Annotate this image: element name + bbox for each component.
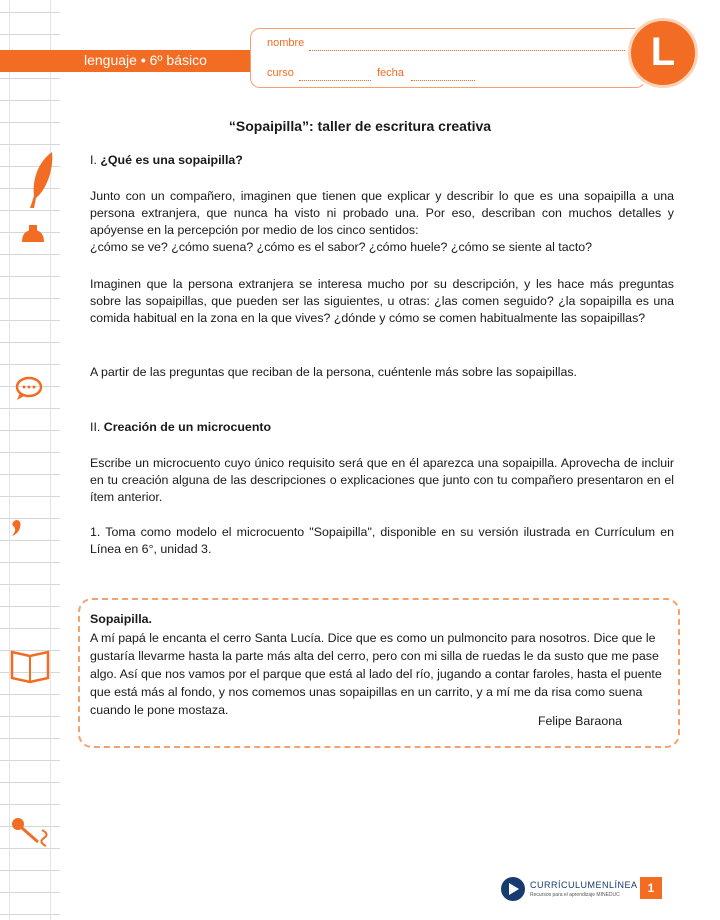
name-label: nombre [267, 37, 305, 49]
section2-heading-text: Creación de un microcuento [103, 420, 272, 434]
section1-paragraph1: Junto con un compañero, imaginen que tienen que explicar y describir lo que es una sopaipilla a una persona extranjera, que nunca ha visto ni probado una. Por eso, describan con muchos detalles y apóyense en la percepción por medio de los cinco sentidos: [90, 189, 674, 237]
subject-label: lenguaje [84, 52, 137, 68]
section1-paragraph3: A partir de las preguntas que reciban de la persona, cuéntenle más sobre las sopaipillas. [90, 365, 577, 379]
section1-number: I. [90, 153, 97, 167]
rail-line-right [50, 0, 51, 920]
story-text: A mí papá le encanta el cerro Santa Lucía. Dice que es como un pulmoncito para nosotros. Dice que le gustaría llevarme hasta la parte más alta del cerro, pero con mi silla de ruedas le da susto que me pase algo. Así que nos vamos por el parque que está al lado del río, jugando a contar faroles, hasta el puente que está más al fondo, y nos comemos unas sopaipillas en un carrito, y a mí me da risa como suena cuando le pone mostaza. [90, 631, 662, 717]
student-info-box [250, 28, 646, 88]
date-label: fecha [377, 67, 404, 79]
rail-line-left [9, 0, 10, 920]
section1-senses-questions: ¿cómo se ve? ¿cómo suena? ¿cómo es el sabor? ¿cómo huele? ¿cómo se siente al tacto? [90, 240, 593, 254]
section2-instruction: 1. Toma como modelo el microcuento "Sopaipilla", disponible en su versión ilustrada en Currículum en Línea en 6°, unidad 3. [90, 525, 674, 556]
section1-heading [90, 152, 674, 169]
comma-icon [8, 518, 24, 538]
ink-pot-icon [18, 222, 48, 244]
footer-brand: CURRÍCULUMENLÍNEA [530, 880, 638, 890]
section1-paragraph2: Imaginen que la persona extranjera se interesa mucho por su descripción, y les hace más preguntas sobre las sopaipillas, que pueden ser las siguientes, u otras: ¿las comen seguido? ¿la sopaipilla es una comida habitual en la zona en la que vives? ¿dónde y cómo se comen habitualmente las sopaipillas? [90, 277, 674, 325]
page-title: “Sopaipilla”: taller de escritura creativa [228, 118, 492, 134]
page-number: 1 [640, 877, 662, 899]
grade-label: 6º básico [149, 52, 207, 68]
subject-band [0, 50, 250, 72]
section2-heading [90, 419, 674, 436]
subject-separator: • [140, 52, 146, 68]
section2-number: II. [90, 420, 101, 434]
footer-subtitle: Recursos para el aprendizaje MINEDUC [530, 892, 620, 898]
microstory-box [78, 598, 680, 748]
microphone-icon [8, 816, 54, 850]
quill-icon [24, 150, 58, 210]
curriculum-logo-icon [500, 876, 526, 902]
story-author: Felipe Baraona [537, 714, 622, 728]
speech-bubble-icon [14, 376, 44, 402]
date-field[interactable] [411, 79, 475, 81]
story-title: Sopaipilla. [90, 612, 152, 626]
language-badge: L [628, 18, 698, 88]
course-label: curso [267, 67, 294, 79]
section2-paragraph1: Escribe un microcuento cuyo único requisito será que en él aparezca una sopaipilla. Aprovecha de incluir en tu creación alguna de las descripciones o explicaciones que junto con tu compañero presentaron en el ítem anterior. [90, 456, 674, 504]
open-book-icon [8, 650, 52, 684]
course-field[interactable] [299, 79, 371, 81]
section1-heading-text: ¿Qué es una sopaipilla? [100, 153, 243, 167]
name-field[interactable] [309, 49, 635, 51]
